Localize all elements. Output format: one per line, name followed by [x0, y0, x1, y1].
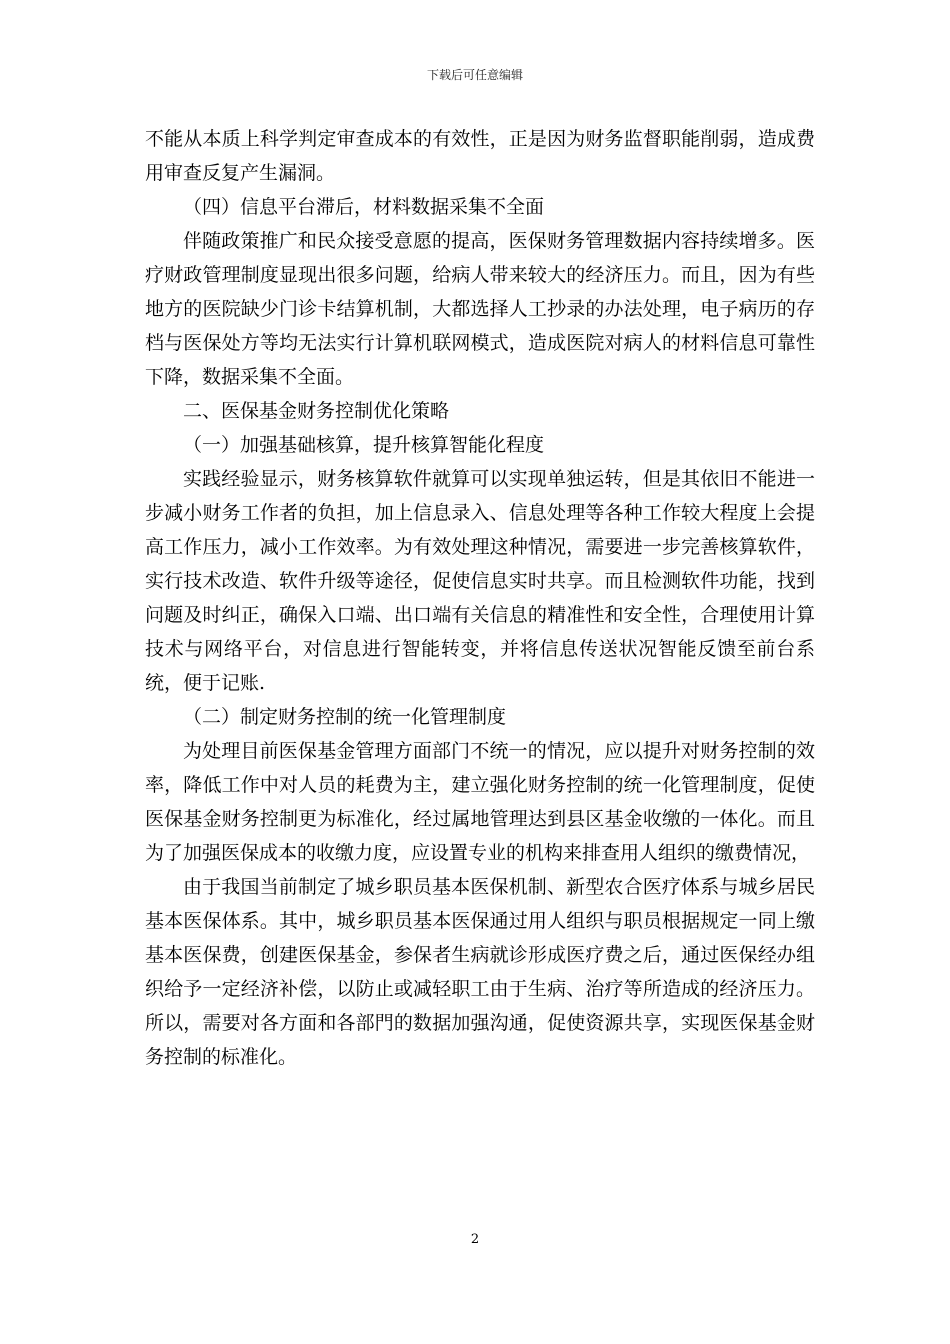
- paragraph: 实践经验显示，财务核算软件就算可以实现单独运转，但是其依旧不能进一步减小财务工作者的负担，加上信息录入、信息处理等各种工作较大程度上会提高工作压力，减小工作效率。为有效处理这种情况，需要进一步完善核算软件，实行技术改造、软件升级等途径，促使信息实时共享。而且检测软件功能，找到问题及时纠正，确保入口端、出口端有关信息的精准性和安全性，合理使用计算技术与网络平台，对信息进行智能转变，并将信息传送状况智能反馈至前台系统，便于记账.: [145, 468, 815, 694]
- section-heading-1: （一）加强基础核算，提升核算智能化程度: [183, 434, 545, 456]
- paragraph: 为处理目前医保基金管理方面部门不统一的情况，应以提升对财务控制的效率，降低工作中对人员的耗费为主，建立强化财务控制的统一化管理制度，促使医保基金财务控制更为标准化，经过属地管理达到县区基金收缴的一体化。而且为了加强医保成本的收缴力度，应设置专业的机构来排查用人组织的缴费情况，: [145, 740, 815, 864]
- page-number: 2: [470, 1232, 480, 1247]
- chapter-heading-2: 二、医保基金财务控制优化策略: [183, 400, 450, 422]
- section-heading-4: （四）信息平台滞后，材料数据采集不全面: [183, 196, 545, 218]
- section-heading-2: （二）制定财务控制的统一化管理制度: [183, 706, 507, 728]
- document-body: [145, 122, 815, 1074]
- paragraph-continuation: 不能从本质上科学判定审查成本的有效性，正是因为财务监督职能削弱，造成费用审查反复产生漏洞。: [145, 128, 815, 184]
- page-header: 下载后可任意编辑: [426, 68, 523, 82]
- paragraph: 伴随政策推广和民众接受意愿的提高，医保财务管理数据内容持续增多。医疗财政管理制度显现出很多问题，给病人带来较大的经济压力。而且，因为有些地方的医院缺少门诊卡结算机制，大都选择人工抄录的办法处理，电子病历的存档与医保处方等均无法实行计算机联网模式，造成医院对病人的材料信息可靠性下降，数据采集不全面。: [145, 230, 815, 388]
- paragraph: 由于我国当前制定了城乡职员基本医保机制、新型农合医疗体系与城乡居民基本医保体系。其中，城乡职员基本医保通过用人组织与职员根据规定一同上缴基本医保费，创建医保基金，参保者生病就诊形成医疗费之后，通过医保经办组织给予一定经济补偿，以防止或减轻职工由于生病、治疗等所造成的经济压力。所以，需要对各方面和各部門的数据加强沟通，促使资源共享，实现医保基金财务控制的标准化。: [145, 876, 815, 1068]
